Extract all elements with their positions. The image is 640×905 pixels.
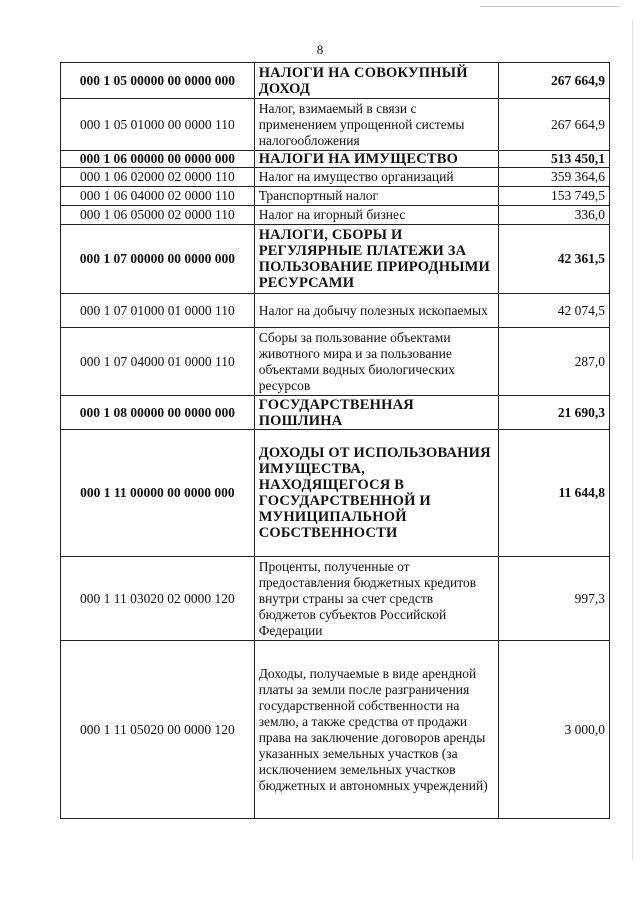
revenue-name-cell: ДОХОДЫ ОТ ИСПОЛЬЗОВАНИЯ ИМУЩЕСТВА, НАХОДЯЩЕГОСЯ В ГОСУДАРСТВЕННОЙ И МУНИЦИПАЛЬНОЙ СОБСТВЕННОСТИ (254, 430, 498, 557)
revenue-name-cell: Налог на игорный бизнес (254, 206, 498, 225)
table-row (61, 187, 610, 206)
table-row (61, 641, 610, 819)
budget-code-cell: 000 1 06 04000 02 0000 110 (61, 187, 255, 206)
table-row (61, 168, 610, 187)
revenue-name-cell: Доходы, получаемые в виде арендной платы за земли после разграничения государственной собственности на землю, а также средства от продажи права на заключение договоров аренды указанных земельных участков (за исключением земельных участков бюджетных и автономных учреждений) (254, 641, 498, 819)
revenue-name-cell: НАЛОГИ, СБОРЫ И РЕГУЛЯРНЫЕ ПЛАТЕЖИ ЗА ПОЛЬЗОВАНИЕ ПРИРОДНЫМИ РЕСУРСАМИ (254, 225, 498, 294)
amount-cell: 287,0 (498, 328, 609, 396)
table-row (61, 63, 610, 99)
revenue-name-cell: Сборы за пользование объектами животного мира и за пользование объектами водных биологических ресурсов (254, 328, 498, 396)
table-row (61, 294, 610, 328)
budget-code-cell: 000 1 05 00000 00 0000 000 (61, 63, 255, 99)
budget-code-cell: 000 1 06 02000 02 0000 110 (61, 168, 255, 187)
amount-cell: 21 690,3 (498, 396, 609, 430)
amount-cell: 267 664,9 (498, 99, 609, 151)
revenue-name-cell: Налог на имущество организаций (254, 168, 498, 187)
amount-cell: 153 749,5 (498, 187, 609, 206)
budget-code-cell: 000 1 08 00000 00 0000 000 (61, 396, 255, 430)
table-row (61, 328, 610, 396)
revenue-name-cell: Налог на добычу полезных ископаемых (254, 294, 498, 328)
budget-code-cell: 000 1 06 00000 00 0000 000 (61, 151, 255, 168)
table-row (61, 225, 610, 294)
revenue-name-cell: Транспортный налог (254, 187, 498, 206)
budget-code-cell: 000 1 05 01000 00 0000 110 (61, 99, 255, 151)
table-row (61, 206, 610, 225)
amount-cell: 11 644,8 (498, 430, 609, 557)
budget-code-cell: 000 1 07 01000 01 0000 110 (61, 294, 255, 328)
budget-code-cell: 000 1 11 05020 00 0000 120 (61, 641, 255, 819)
budget-revenue-table (60, 62, 610, 819)
table-row (61, 430, 610, 557)
table-row (61, 557, 610, 641)
budget-code-cell: 000 1 07 00000 00 0000 000 (61, 225, 255, 294)
amount-cell: 513 450,1 (498, 151, 609, 168)
table-body (61, 63, 610, 819)
revenue-name-cell: НАЛОГИ НА СОВОКУПНЫЙ ДОХОД (254, 63, 498, 99)
revenue-name-cell: Налог, взимаемый в связи с применением упрощенной системы налогообложения (254, 99, 498, 151)
amount-cell: 336,0 (498, 206, 609, 225)
table-row (61, 151, 610, 168)
amount-cell: 3 000,0 (498, 641, 609, 819)
table-row (61, 99, 610, 151)
budget-code-cell: 000 1 11 03020 02 0000 120 (61, 557, 255, 641)
scan-edge-line (480, 6, 620, 7)
amount-cell: 359 364,6 (498, 168, 609, 187)
amount-cell: 997,3 (498, 557, 609, 641)
revenue-name-cell: ГОСУДАРСТВЕННАЯ ПОШЛИНА (254, 396, 498, 430)
budget-code-cell: 000 1 11 00000 00 0000 000 (61, 430, 255, 557)
budget-code-cell: 000 1 07 04000 01 0000 110 (61, 328, 255, 396)
table-row (61, 396, 610, 430)
scan-edge-shadow (632, 20, 633, 860)
amount-cell: 42 361,5 (498, 225, 609, 294)
amount-cell: 267 664,9 (498, 63, 609, 99)
amount-cell: 42 074,5 (498, 294, 609, 328)
page-number: 8 (316, 42, 324, 57)
revenue-name-cell: НАЛОГИ НА ИМУЩЕСТВО (254, 151, 498, 168)
revenue-name-cell: Проценты, полученные от предоставления бюджетных кредитов внутри страны за счет средств бюджетов субъектов Российской Федерации (254, 557, 498, 641)
budget-code-cell: 000 1 06 05000 02 0000 110 (61, 206, 255, 225)
